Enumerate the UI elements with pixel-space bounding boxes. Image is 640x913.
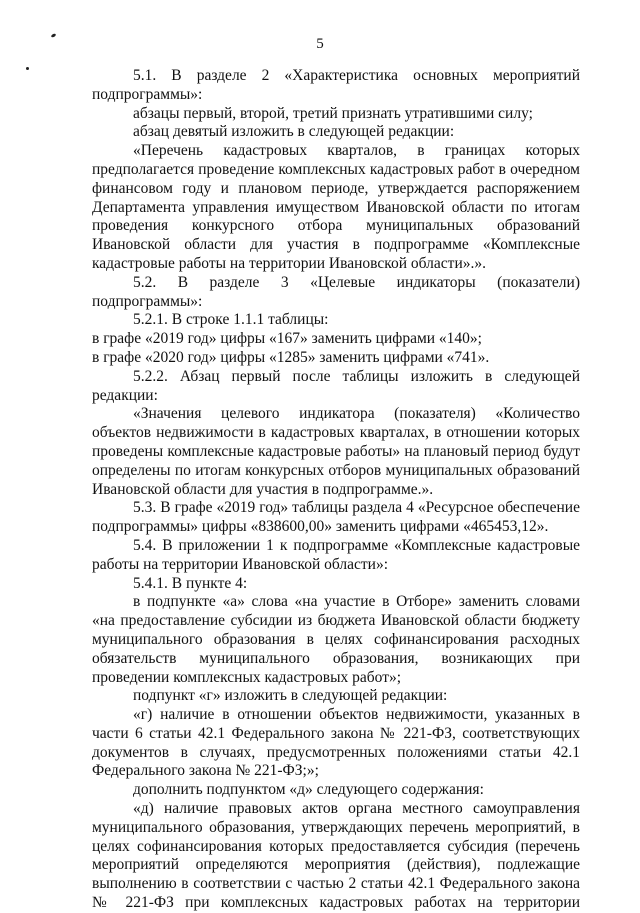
paragraph-2020-figures: в графе «2020 год» цифры «1285» заменить цифрами «741». xyxy=(92,348,490,366)
paragraph-subitem-g-text: «г) наличие в отношении объектов недвижимости, указанных в части 6 статьи 42.1 Федерального закона № 221-ФЗ, соответствующих документов в случаях, предусмотренных положениями статьи 42.1 Федерального закона № 221-ФЗ;»; xyxy=(92,706,580,780)
paragraph-subitem-g-intro: подпункт «г» изложить в следующей редакции: xyxy=(133,687,448,705)
paragraph-indicator-quote: «Значения целевого индикатора (показателя) «Количество объектов недвижимости в кадастровых кварталах, в отношении которых проведены комплексные кадастровые работы» на плановый период будут определены по итогам конкурсных отборов муниципальных образований Ивановской области для участия в подпрограмме.». xyxy=(92,405,580,498)
paragraph-5-2-1: 5.2.1. В строке 1.1.1 таблицы: xyxy=(133,311,329,329)
paragraph-5-4: 5.4. В приложении 1 к подпрограмме «Комплексные кадастровые работы на территории Ивановской области»: xyxy=(92,536,580,573)
paragraph-2019-figures: в графе «2019 год» цифры «167» заменить цифрами «140»; xyxy=(92,330,482,348)
scan-speck-mark xyxy=(26,67,29,70)
document-body xyxy=(92,67,580,913)
paragraph-subitem-d-text: «д) наличие правовых актов органа местного самоуправления муниципального образования, утверждающих перечень мероприятий, в целях софинансирования которых предоставляется субсидия (перечень мероприятий определяются мероприятия (действия), подлежащие выполнению в соответствии с частью 2 статьи 42.1 Федерального закона № 221-ФЗ при комплексных кадастровых работах на территории xyxy=(92,800,580,912)
paragraph-subitem-d-intro: дополнить подпунктом «д» следующего содержания: xyxy=(133,781,484,799)
paragraph-subitem-a: в подпункте «а» слова «на участие в Отборе» заменить словами «на предоставление субсидии из бюджета Ивановской области бюджету муниципального образования в целях софинансирования расходных обязательств муниципального образования, возникающих при проведении комплексных кадастровых работ»; xyxy=(92,593,580,686)
paragraph-quarters-list-quote: «Перечень кадастровых кварталов, в границах которых предполагается проведение комплексных кадастровых работ в очередном финансовом году и плановом периоде, утверждается распоряжением Департамента управления имуществом Ивановской области по итогам проведения конкурсного отбора муниципальных образований Ивановской области для участия в подпрограмме «Комплексные кадастровые работы на территории Ивановской области».». xyxy=(92,142,580,272)
paragraph-5-3: 5.3. В графе «2019 год» таблицы раздела 4 «Ресурсное обеспечение подпрограммы» цифры «838600,00» заменить цифрами «465453,12». xyxy=(92,499,580,536)
paragraph-5-4-1: 5.4.1. В пункте 4: xyxy=(133,574,248,592)
paragraph-ninth-abzac: абзац девятый изложить в следующей редакции: xyxy=(133,123,455,141)
paragraph-repeal-abzacs: абзацы первый, второй, третий признать утратившими силу; xyxy=(133,104,533,122)
paragraph-5-2-2: 5.2.2. Абзац первый после таблицы изложить в следующей редакции: xyxy=(92,367,580,404)
paragraph-5-2: 5.2. В разделе 3 «Целевые индикаторы (показатели) подпрограммы»: xyxy=(92,273,580,310)
page-number: 5 xyxy=(316,36,324,52)
paragraph-5-1: 5.1. В разделе 2 «Характеристика основных мероприятий подпрограммы»: xyxy=(92,67,580,103)
